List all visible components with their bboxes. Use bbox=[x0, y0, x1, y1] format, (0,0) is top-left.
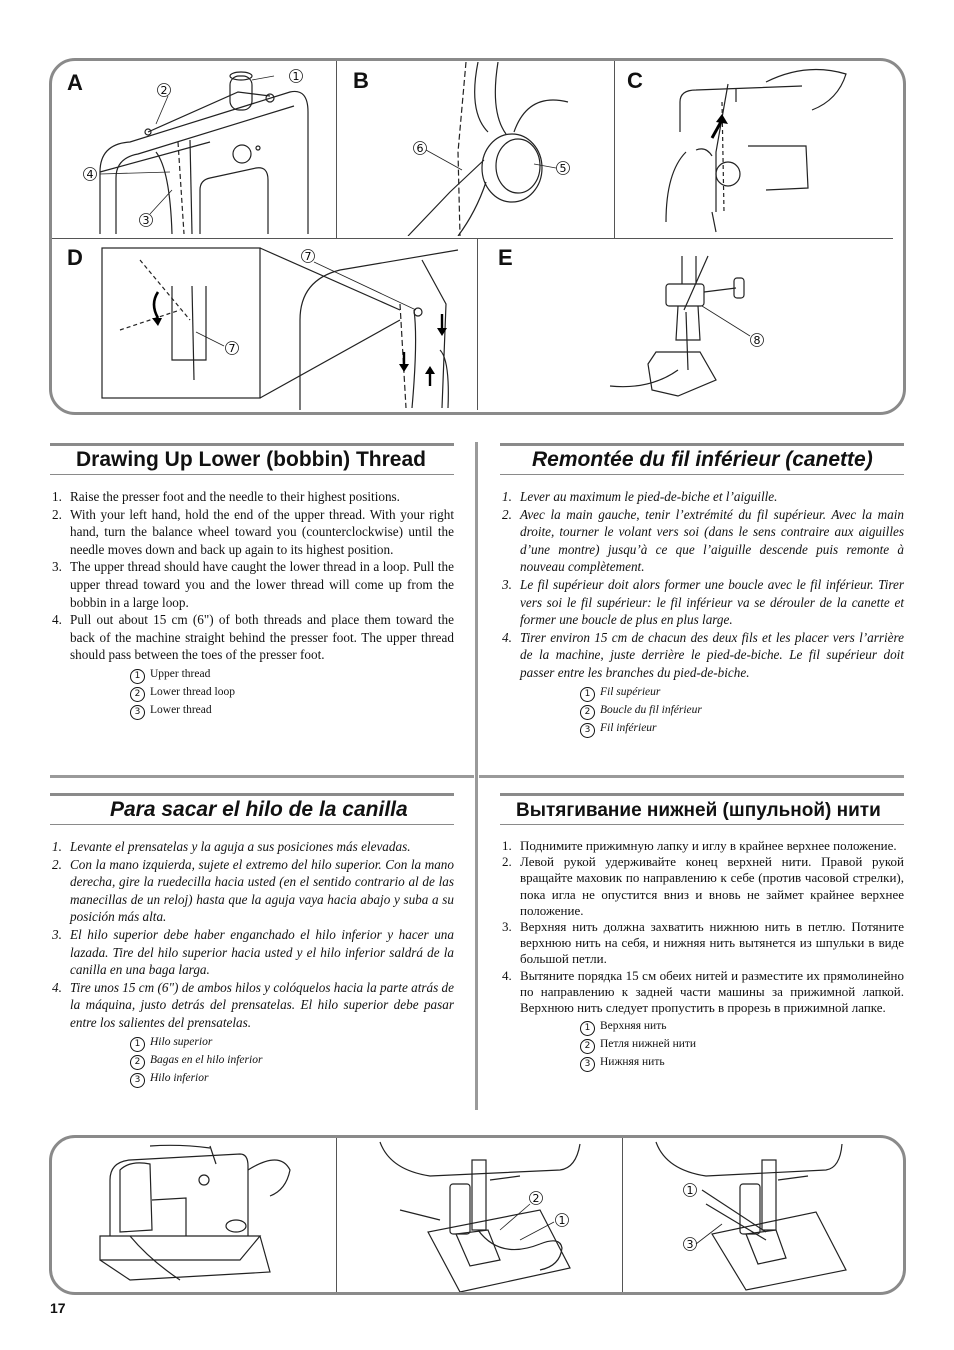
section-body-es bbox=[50, 838, 454, 1088]
row-divider-right bbox=[479, 775, 904, 778]
section-body-ru bbox=[500, 838, 904, 1072]
callout-1-bottom: 1 bbox=[558, 1214, 566, 1227]
callout-7a: 7 bbox=[304, 250, 312, 263]
legend-es: 1 Hilo superior 2 Bagas en el hilo inferior 3 Hilo inferior bbox=[50, 1034, 454, 1088]
panel-divider bbox=[336, 1138, 337, 1292]
illustration-panel-d bbox=[100, 240, 474, 410]
step-ru-3: 3. Верхняя нить должна захватить нижнюю нить в петлю. Потяните верхнюю нить на себя, и нижняя нить вытянется из шпульки в виде большой петли. bbox=[502, 919, 904, 967]
step-en-4: 4. Pull out about 15 cm (6") of both threads and place them toward the back of the machine straight behind the presser foot. The upper thread should pass between the toes of the presser foot. bbox=[52, 612, 454, 663]
callout-5: 5 bbox=[559, 162, 567, 175]
callout-6: 6 bbox=[416, 142, 424, 155]
panel-label-c: C bbox=[627, 68, 643, 93]
step-es-3: 3. El hilo superior debe haber enganchado el hilo inferior y hacer una lazada. Tire del hilo superior hacia usted y el hilo inferior saldrá de la canilla en una baga larga. bbox=[52, 926, 454, 978]
callout-4: 4 bbox=[86, 168, 94, 181]
step-es-4: 4. Tire unos 15 cm (6") de ambos hilos y colóquelos hacia la parte atrás de la máquina, justo detrás del prensatelas. El hilo superior debe pasar entre los salientes del prensatelas. bbox=[52, 979, 454, 1030]
step-fr-1: 1. Lever au maximum le pied-de-biche et l’aiguille. bbox=[502, 489, 778, 504]
callout-3-bottom-right: 3 bbox=[686, 1238, 694, 1251]
callout-2: 2 bbox=[160, 84, 168, 97]
callout-8: 8 bbox=[753, 334, 761, 347]
section-header-fr bbox=[500, 443, 904, 475]
step-fr-3: 3. Le fil supérieur doit alors former une boucle avec le fil inférieur. Tirer vers soi le fil supérieur: le fil inférieur va se dérouler de la canette et former une boucle de plus en plus large. bbox=[502, 576, 904, 628]
illustration-panel-e bbox=[480, 240, 892, 410]
section-title-ru: Вытягивание нижней (шпульной) нити bbox=[516, 800, 881, 821]
illustration-panel-b bbox=[338, 62, 612, 236]
step-ru-2: 2. Левой рукой удерживайте конец верхней нити. Правой рукой вращайте маховик по направлению к себе (против часовой стрелки), пока игла не опустится вниз и вновь не займет крайнее верхнее положение. bbox=[502, 854, 904, 918]
panel-divider bbox=[622, 1138, 623, 1292]
illustration-threads-behind-foot bbox=[626, 1140, 896, 1292]
section-header-ru bbox=[500, 793, 904, 825]
step-ru-1: 1. Поднимите прижимную лапку и иглу в крайнее верхнее положение. bbox=[502, 838, 897, 853]
section-title-es: Para sacar el hilo de la canilla bbox=[110, 798, 408, 821]
row-divider-left bbox=[50, 775, 474, 778]
legend-ru: 1 Верхняя нить 2 Петля нижней нити 3 Нижняя нить bbox=[500, 1018, 904, 1072]
step-fr-4: 4. Tirer environ 15 cm de chacun des deux fils et les placer vers l’arrière de la machine, juste derrière le pied-de-biche. Le fil supérieur doit passer entre les branches du pied-de-biche. bbox=[502, 629, 904, 680]
section-header-en bbox=[50, 443, 454, 475]
step-en-1: 1. Raise the presser foot and the needle to their highest positions. bbox=[52, 489, 400, 504]
illustration-machine-overview bbox=[90, 1140, 330, 1292]
step-ru-4: 4. Вытяните порядка 15 см обеих нитей и разместите их прямолинейно по направлению к задней части машины за прижимной лапкой. Верхнюю нить следует пропустить в прорезь в прижимной лапке. bbox=[502, 967, 904, 1016]
step-es-2: 2. Con la mano izquierda, sujete el extremo del hilo superior. Con la mano derecha, gire la ruedecilla hacia usted (en el sentido contrario al de las manecillas de un reloj) hasta que la aguja vaya hacia abajo y suba a su posición más alta. bbox=[52, 856, 454, 925]
callout-3: 3 bbox=[142, 214, 150, 227]
panel-divider bbox=[477, 238, 478, 410]
illustration-pull-threads bbox=[340, 1140, 620, 1292]
illustration-panel-a bbox=[60, 62, 332, 236]
illustration-panel-c bbox=[616, 62, 892, 236]
panel-label-a: A bbox=[67, 70, 83, 95]
legend-en: 1 Upper thread 2 Lower thread loop 3 Lower thread bbox=[50, 666, 454, 720]
panel-label-b: B bbox=[353, 68, 369, 93]
panel-divider bbox=[614, 61, 615, 238]
panel-divider bbox=[52, 238, 893, 239]
section-header-es bbox=[50, 793, 454, 825]
step-fr-2: 2. Avec la main gauche, tenir l’extrémité du fil supérieur. Avec la main droite, tourner le volant vers soi (dans le sens contraire aux aiguilles d’une montre) jusqu’à ce que l’aiguille descende puis remonte à nouveau complètement. bbox=[502, 506, 904, 575]
step-en-3: 3. The upper thread should have caught the lower thread in a loop. Pull the upper thread toward you and the lower thread will come up from the bobbin in a large loop. bbox=[52, 559, 454, 610]
step-en-2: 2. With your left hand, hold the end of the upper thread. With your right hand, turn the balance wheel toward you (counterclockwise) until the needle moves down and back up again to its highest position. bbox=[52, 506, 454, 557]
section-title-en: Drawing Up Lower (bobbin) Thread bbox=[76, 448, 426, 471]
section-body-en bbox=[50, 488, 454, 720]
callout-2-bottom: 2 bbox=[532, 1192, 540, 1205]
panel-label-d: D bbox=[67, 245, 83, 270]
callout-1: 1 bbox=[292, 70, 300, 83]
callout-1-bottom-right: 1 bbox=[686, 1184, 694, 1197]
page-number: 17 bbox=[50, 1300, 66, 1316]
section-title-fr: Remontée du fil inférieur (canette) bbox=[532, 448, 873, 471]
column-divider bbox=[475, 442, 478, 1110]
callout-7b: 7 bbox=[228, 342, 236, 355]
panel-divider bbox=[336, 61, 337, 238]
panel-label-e: E bbox=[498, 245, 513, 270]
step-es-1: 1. Levante el prensatelas y la aguja a sus posiciones más elevadas. bbox=[52, 839, 411, 854]
section-body-fr bbox=[500, 488, 904, 738]
legend-fr: 1 Fil supérieur 2 Boucle du fil inférieur 3 Fil inférieur bbox=[500, 684, 904, 738]
